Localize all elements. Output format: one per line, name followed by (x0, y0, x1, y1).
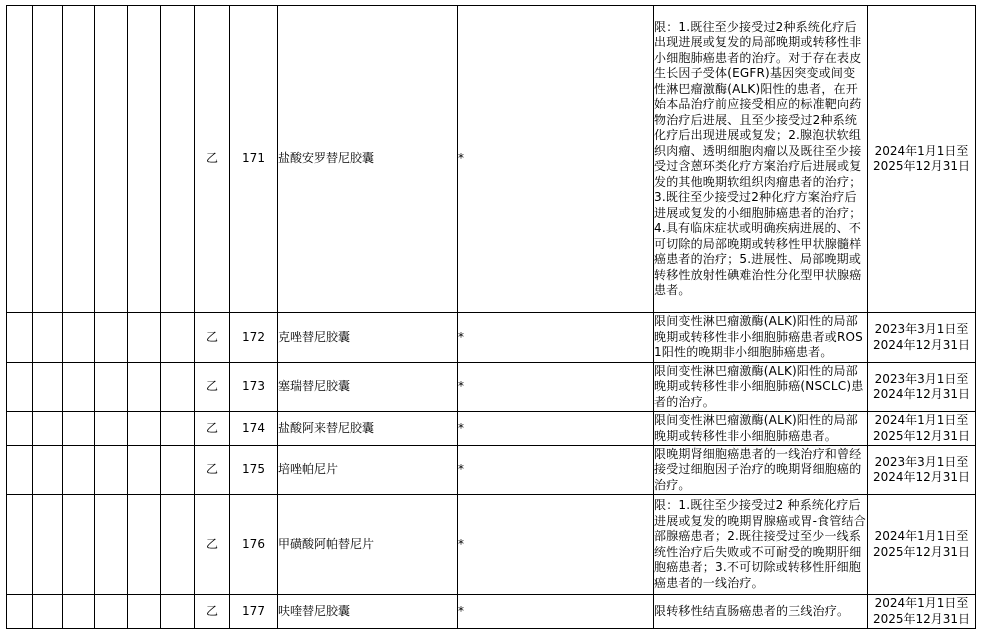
date-end: 2025年12月31日 (872, 159, 971, 173)
table-row (7, 446, 976, 495)
table-row (7, 412, 976, 446)
drug-name-cell: 塞瑞替尼胶囊 (278, 363, 458, 412)
number-cell: 175 (230, 446, 278, 495)
date-cell (868, 363, 976, 412)
date-cell (868, 6, 976, 313)
empty-cell (33, 495, 63, 595)
date-cell (868, 446, 976, 495)
empty-cell (63, 313, 95, 363)
date-start: 2023年3月1日至 (874, 371, 969, 386)
empty-cell (33, 313, 63, 363)
empty-cell (161, 446, 195, 495)
empty-cell (63, 363, 95, 412)
date-end: 2025年12月31日 (872, 544, 971, 559)
mark-cell: * (458, 412, 654, 446)
empty-cell (33, 6, 63, 313)
empty-cell (128, 595, 161, 629)
number-cell: 172 (230, 313, 278, 363)
restriction-cell: 限间变性淋巴瘤激酶(ALK)阳性的局部晚期或转移性非小细胞肺癌患者或ROS1阳性的晚期非小细胞肺癌患者。 (654, 313, 868, 363)
number-cell: 171 (230, 6, 278, 313)
mark-cell: * (458, 313, 654, 363)
restriction-cell: 限晚期肾细胞癌患者的一线治疗和曾经接受过细胞因子治疗的晚期肾细胞癌的治疗。 (654, 446, 868, 495)
mark-cell: * (458, 495, 654, 595)
category-cell: 乙 (195, 313, 230, 363)
empty-cell (95, 6, 128, 313)
number-cell: 177 (230, 595, 278, 629)
empty-cell (128, 363, 161, 412)
date-end: 2024年12月31日 (872, 337, 971, 352)
number-cell: 176 (230, 495, 278, 595)
drug-list-table (6, 5, 976, 629)
empty-cell (63, 446, 95, 495)
date-end: 2025年12月31日 (872, 428, 971, 443)
empty-cell (128, 495, 161, 595)
empty-cell (128, 412, 161, 446)
date-cell (868, 495, 976, 595)
table-row (7, 595, 976, 629)
empty-cell (128, 313, 161, 363)
empty-cell (7, 446, 33, 495)
empty-cell (95, 313, 128, 363)
mark-cell: * (458, 363, 654, 412)
table-row (7, 363, 976, 412)
date-cell (868, 412, 976, 446)
drug-name-cell: 盐酸安罗替尼胶囊 (278, 6, 458, 313)
drug-name-cell: 甲磺酸阿帕替尼片 (278, 495, 458, 595)
empty-cell (63, 6, 95, 313)
number-cell: 173 (230, 363, 278, 412)
table-row (7, 495, 976, 595)
date-cell (868, 313, 976, 363)
category-cell: 乙 (195, 446, 230, 495)
empty-cell (7, 6, 33, 313)
empty-cell (161, 6, 195, 313)
empty-cell (128, 446, 161, 495)
empty-cell (95, 363, 128, 412)
empty-cell (7, 595, 33, 629)
drug-name-cell: 呋喹替尼胶囊 (278, 595, 458, 629)
mark-cell: * (458, 595, 654, 629)
empty-cell (7, 363, 33, 412)
table-row (7, 313, 976, 363)
date-start: 2023年3月1日至 (874, 322, 969, 336)
drug-name-cell: 培唑帕尼片 (278, 446, 458, 495)
restriction-cell: 限间变性淋巴瘤激酶(ALK)阳性的局部晚期或转移性非小细胞肺癌(NSCLC)患者的治疗。 (654, 363, 868, 412)
date-start: 2024年1月1日至 (874, 143, 969, 158)
empty-cell (95, 412, 128, 446)
empty-cell (33, 446, 63, 495)
mark-cell: * (458, 6, 654, 313)
empty-cell (95, 446, 128, 495)
date-start: 2024年1月1日至 (874, 529, 969, 543)
empty-cell (33, 595, 63, 629)
number-cell: 174 (230, 412, 278, 446)
date-start: 2024年1月1日至 (874, 413, 969, 427)
empty-cell (161, 412, 195, 446)
empty-cell (7, 313, 33, 363)
drug-name-cell: 克唑替尼胶囊 (278, 313, 458, 363)
category-cell: 乙 (195, 595, 230, 629)
date-end: 2025年12月31日 (872, 611, 971, 626)
mark-cell: * (458, 446, 654, 495)
empty-cell (161, 313, 195, 363)
empty-cell (95, 495, 128, 595)
empty-cell (63, 412, 95, 446)
restriction-cell: 限转移性结直肠癌患者的三线治疗。 (654, 595, 868, 629)
restriction-cell: 限：1.既往至少接受过2种系统化疗后出现进展或复发的局部晚期或转移性非小细胞肺癌患者的治疗。对于存在表皮生长因子受体(EGFR)基因突变或间变性淋巴瘤激酶(ALK)阳性的患者，在开始本品治疗前应接受相应的标准靶向药物治疗后进展、且至少接受过2种系统化疗后出现进展或复发；2.腺泡状软组织肉瘤、透明细胞肉瘤以及既往至少接受过含蒽环类化疗方案治疗后进展或复发的其他晚期软组织肉瘤患者的治疗；3.既往至少接受过2种化疗方案治疗后进展或复发的小细胞肺癌患者的治疗；4.具有临床症状或明确疾病进展的、不可切除的局部晚期或转移性甲状腺髓样癌患者的治疗；5.进展性、局部晚期或转移性放射性碘难治性分化型甲状腺癌患者。 (654, 6, 868, 313)
empty-cell (161, 363, 195, 412)
category-cell: 乙 (195, 6, 230, 313)
category-cell: 乙 (195, 363, 230, 412)
drug-name-cell: 盐酸阿来替尼胶囊 (278, 412, 458, 446)
table-row (7, 6, 976, 313)
empty-cell (161, 495, 195, 595)
empty-cell (63, 595, 95, 629)
date-start: 2024年1月1日至 (874, 596, 969, 610)
restriction-cell: 限：1.既往至少接受过2 种系统化疗后进展或复发的晚期胃腺癌或胃-食管结合部腺癌患者；2.既往接受过至少一线系统性治疗后失败或不可耐受的晚期肝细胞癌患者；3.不可切除或转移性肝细胞癌患者的一线治疗。 (654, 495, 868, 595)
date-cell (868, 595, 976, 629)
category-cell: 乙 (195, 412, 230, 446)
date-end: 2024年12月31日 (872, 387, 971, 401)
empty-cell (63, 495, 95, 595)
empty-cell (7, 495, 33, 595)
empty-cell (95, 595, 128, 629)
empty-cell (33, 412, 63, 446)
category-cell: 乙 (195, 495, 230, 595)
date-end: 2024年12月31日 (872, 470, 971, 484)
empty-cell (7, 412, 33, 446)
empty-cell (128, 6, 161, 313)
empty-cell (161, 595, 195, 629)
restriction-cell: 限间变性淋巴瘤激酶(ALK)阳性的局部晚期或转移性非小细胞肺癌患者。 (654, 412, 868, 446)
date-start: 2023年3月1日至 (874, 454, 969, 469)
empty-cell (33, 363, 63, 412)
